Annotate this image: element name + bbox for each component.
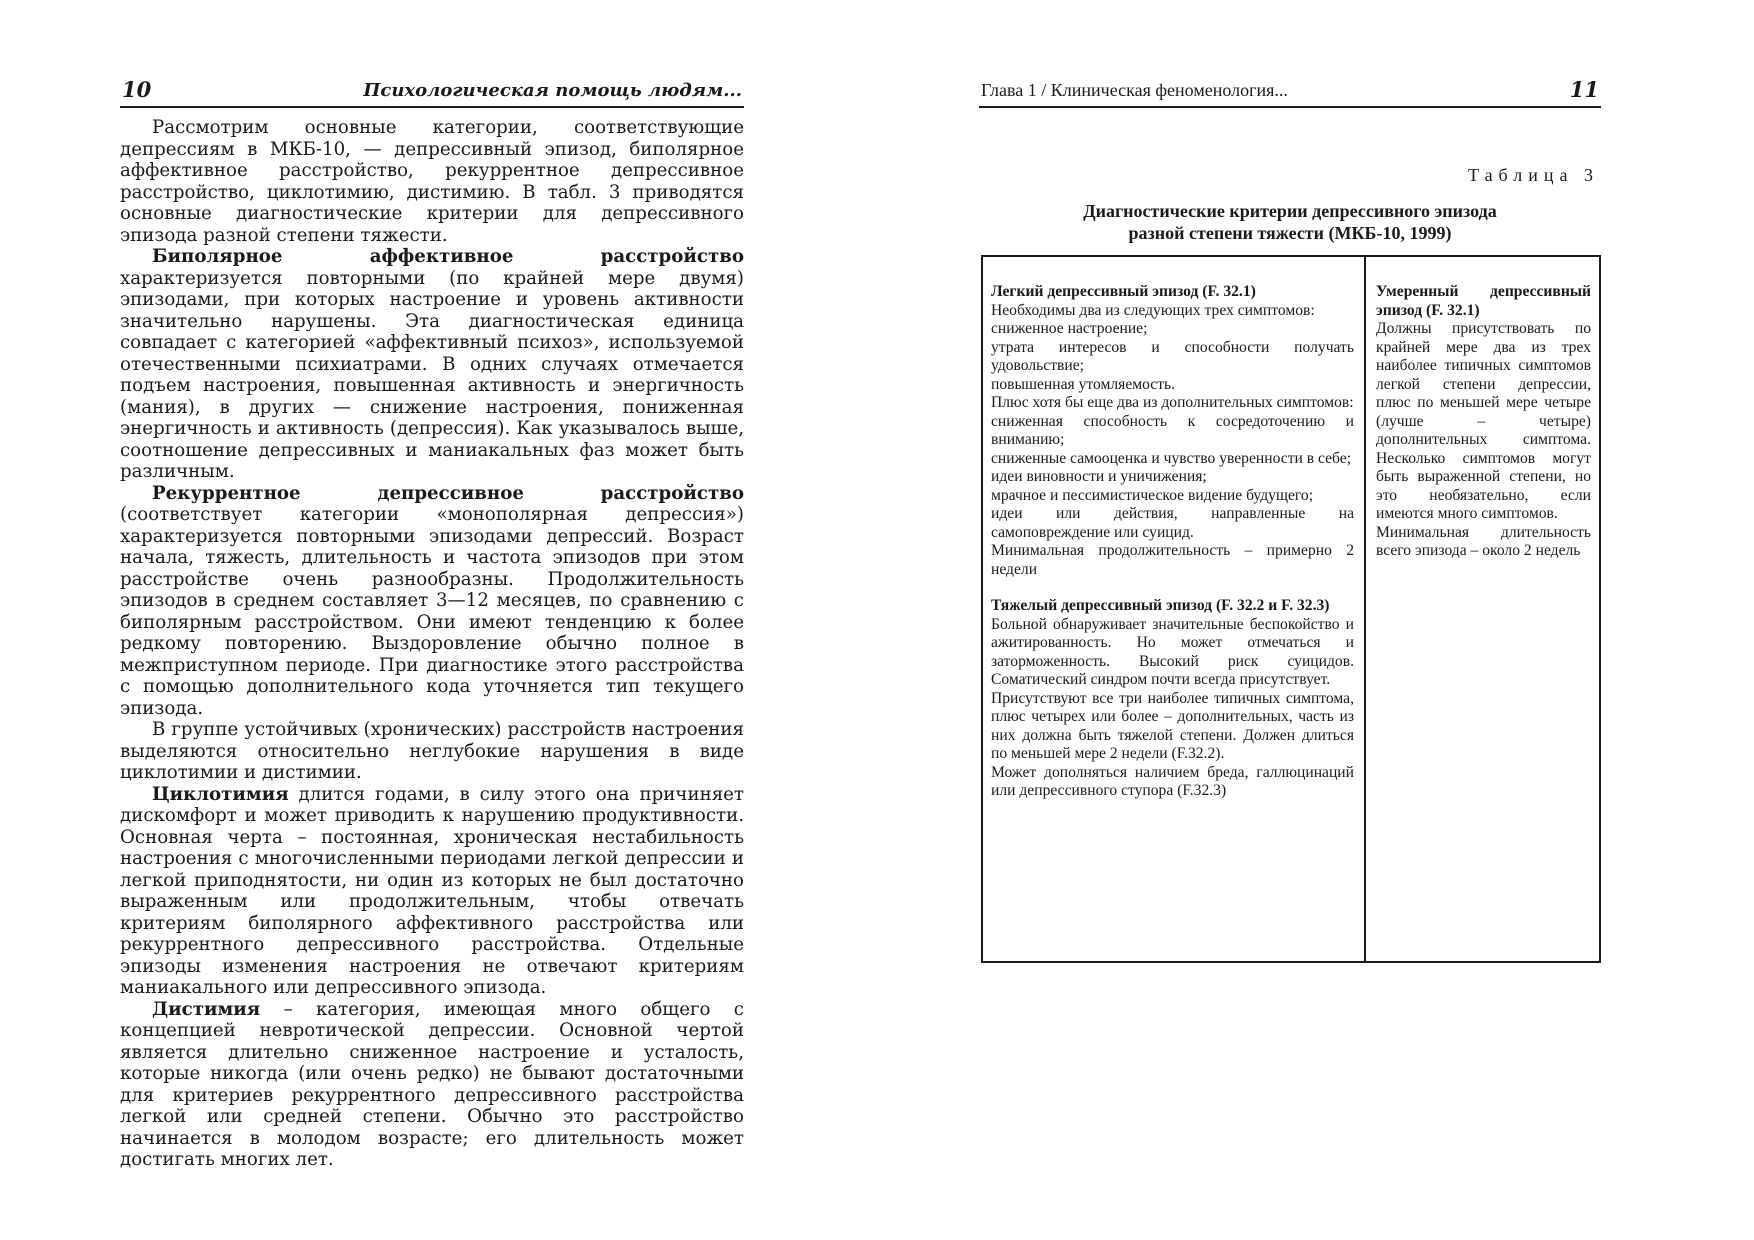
paragraph: Биполярное аффективное расстройство характеризуется повторными (по крайней мере двумя) эпизодами, при которых настроение и уровень активности значительно нарушены. Эта диагностическая единица совпадает с категорией «аффективный психоз», используемой отечественными психиатрами. В одних случаях отмечается подъем настроения, повышенная активность и энергичность (мания), в других — снижение настроения, пониженная энергичность и активность (депрессия). Как указывалось выше, соотношение депрессивных и маниакальных фаз может быть различным. bbox=[120, 246, 744, 482]
page-number: 10 bbox=[122, 77, 152, 102]
running-title: Психологическая помощь людям... bbox=[363, 80, 742, 101]
moderate-episode-heading: Умеренный депрессивный эпизод (F. 32.1) bbox=[1376, 283, 1591, 319]
paragraph: Рассмотрим основные категории, соответствующие депрессиям в МКБ-10, — депрессивный эпизод, биполярное аффективное расстройство, рекуррентное депрессивное расстройство, циклотимию, дистимию. В табл. 3 приводятся основные диагностические критерии для депрессивного эпизода разной степени тяжести. bbox=[120, 117, 744, 246]
term-recurrent: Рекуррентное депрессивное расстройство bbox=[152, 482, 744, 504]
term-cyclothymia: Циклотимия bbox=[152, 783, 289, 805]
paragraph: Дистимия – категория, имеющая много общего с концепцией невротической депрессии. Основной чертой является длительно сниженное настроение и усталость, которые никогда (или очень редко) не бывают достаточными для критериев рекуррентного депрессивного расстройства легкой или средней степени. Обычно это расстройство начинается в молодом возрасте; его длительность может достигать многих лет. bbox=[120, 998, 744, 1170]
right-page-header bbox=[979, 74, 1601, 108]
table-column-right bbox=[1366, 257, 1599, 961]
paragraph: В группе устойчивых (хронических) расстройств настроения выделяются относительно неглубокие нарушения в виде циклотимии и дистимии. bbox=[120, 719, 744, 783]
body-text bbox=[120, 117, 744, 1171]
term-dysthymia: Дистимия bbox=[152, 998, 261, 1020]
left-page-header bbox=[120, 74, 744, 108]
paragraph: Рекуррентное депрессивное расстройство (соответствует категории «монополярная депрессия») характеризуется повторными эпизодами депрессий. Возраст начала, тяжесть, длительность и частота эпизодов при этом расстройстве очень разнообразны. Продолжительность эпизодов в среднем составляет 3—12 месяцев, по сравнению с биполярным расстройством. Они имеют тенденцию к более редкому повторению. Выздоровление обычно полное в межприступном периоде. При диагностике этого расстройства с помощью дополнительного кода уточняется тип текущего эпизода. bbox=[120, 482, 744, 719]
term-bipolar: Биполярное аффективное расстройство bbox=[152, 246, 744, 267]
right-page bbox=[877, 0, 1754, 1240]
table-column-left bbox=[983, 257, 1366, 961]
severe-episode-heading: Тяжелый депрессивный эпизод (F. 32.2 и F. 32.3) bbox=[991, 597, 1330, 614]
paragraph: Циклотимия длится годами, в силу этого она причиняет дискомфорт и может приводить к нарушению продуктивности. Основная черта – постоянная, хроническая нестабильность настроения с многочисленными периодами легкой депрессии и легкой приподнятости, ни один из которых не был достаточно выраженным или продолжительным, чтобы отвечать критериям биполярного аффективного расстройства или рекуррентного депрессивного расстройства. Отдельные эпизоды изменения настроения не отвечают критериям маниакального или депрессивного эпизода. bbox=[120, 783, 744, 998]
moderate-episode-cell: Умеренный депрессивный эпизод (F. 32.1) Должны присутствовать по крайней мере два из трех наиболее типичных симптомов легкой степени депрессии, плюс по меньшей мере четыре (лучше – четыре) дополнительных симптома. Несколько симптомов могут быть выраженной степени, но это необязательно, если имеются много симптомов. Минимальная длительность всего эпизода – около 2 недель bbox=[1376, 283, 1591, 559]
table-label: Таблица 3 bbox=[1468, 165, 1599, 185]
criteria-table bbox=[981, 255, 1601, 963]
mild-episode-cell: Легкий депрессивный эпизод (F. 32.1) Необходимы два из следующих трех симптомов: сниженное настроение; утрата интересов и способности получать удовольствие; повышенная утомляемость. Плюс хотя бы еще два из дополнительных симптомов: сниженная способность к сосредоточению и вниманию; сниженные самооценка и чувство уверенности в себе; идеи виновности и уничижения; мрачное и пессимистическое видение будущего; идеи или действия, направленные на самоповреждение или суицид. Минимальная продолжительность – примерно 2 недели bbox=[991, 283, 1354, 578]
running-title: Глава 1 / Клиническая феноменология... bbox=[981, 80, 1288, 100]
table-title: Диагностические критерии депрессивного эпизода разной степени тяжести (МКБ-10, 1999) bbox=[1083, 201, 1497, 243]
mild-episode-heading: Легкий депрессивный эпизод (F. 32.1) bbox=[991, 283, 1256, 300]
severe-episode-cell: Тяжелый депрессивный эпизод (F. 32.2 и F. 32.3) Больной обнаруживает значительные беспокойство и ажитированность. Но может отмечаться и заторможенность. Высокий риск суицидов. Соматический синдром почти всегда присутствует. Присутствуют все три наиболее типичных симптома, плюс четырех или более – дополнительных, часть из них должна быть тяжелой степени. Должен длиться по меньшей мере 2 недели (F.32.2). Может дополняться наличием бреда, галлюцинаций или депрессивного ступора (F.32.3) bbox=[991, 597, 1354, 799]
page-number: 11 bbox=[1569, 77, 1599, 102]
